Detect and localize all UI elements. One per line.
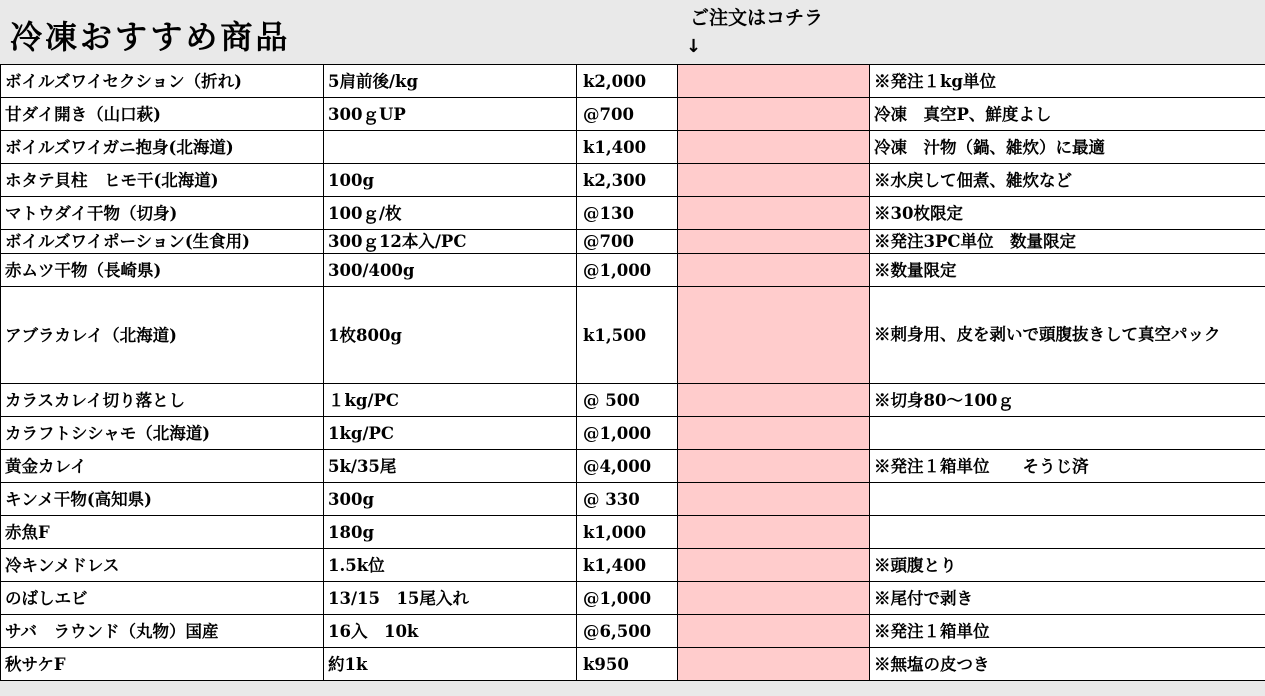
product-price: k2,300	[577, 164, 678, 197]
product-spec: 300ｇ12本入/PC	[324, 230, 577, 254]
product-note	[870, 516, 1265, 549]
order-quantity-input[interactable]	[678, 262, 869, 280]
product-note: ※発注3PC単位 数量限定	[870, 230, 1265, 254]
product-note: ※発注１箱単位	[870, 615, 1265, 648]
order-cell[interactable]	[678, 197, 870, 230]
product-note	[870, 417, 1265, 450]
table-row	[1, 131, 1265, 164]
order-cell[interactable]	[678, 254, 870, 287]
product-price: @700	[577, 98, 678, 131]
product-note: ※刺身用、皮を剥いで頭腹抜きして真空パック	[870, 287, 1265, 384]
table-row	[1, 450, 1265, 483]
product-note: 冷凍 真空P、鮮度よし	[870, 98, 1265, 131]
product-spec	[324, 131, 577, 164]
product-note	[870, 483, 1265, 516]
product-name: カラスカレイ切り落とし	[1, 384, 324, 417]
product-price: k1,500	[577, 287, 678, 384]
product-name: 黄金カレイ	[1, 450, 324, 483]
order-cell[interactable]	[678, 98, 870, 131]
order-quantity-input[interactable]	[678, 172, 869, 190]
table-row	[1, 98, 1265, 131]
product-name: サバ ラウンド（丸物）国産	[1, 615, 324, 648]
order-cell[interactable]	[678, 582, 870, 615]
product-name: ボイルズワイガニ抱身(北海道)	[1, 131, 324, 164]
product-spec: 1.5k位	[324, 549, 577, 582]
order-cell[interactable]	[678, 230, 870, 254]
product-name: 甘ダイ開き（山口萩)	[1, 98, 324, 131]
product-note: 冷凍 汁物（鍋、雑炊）に最適	[870, 131, 1265, 164]
product-name: アブラカレイ（北海道)	[1, 287, 324, 384]
order-cell[interactable]	[678, 483, 870, 516]
product-name: キンメ干物(高知県)	[1, 483, 324, 516]
order-quantity-input[interactable]	[678, 73, 869, 91]
order-cell[interactable]	[678, 164, 870, 197]
product-spec: 5k/35尾	[324, 450, 577, 483]
product-name: 赤魚F	[1, 516, 324, 549]
product-price: @1,000	[577, 254, 678, 287]
product-price: @1,000	[577, 582, 678, 615]
product-price: k1,400	[577, 131, 678, 164]
order-cell[interactable]	[678, 131, 870, 164]
product-spec: 1kg/PC	[324, 417, 577, 450]
product-spec: 300/400g	[324, 254, 577, 287]
table-row	[1, 516, 1265, 549]
table-row	[1, 384, 1265, 417]
product-name: ホタテ貝柱 ヒモ干(北海道)	[1, 164, 324, 197]
product-price: @1,000	[577, 417, 678, 450]
product-table	[0, 64, 1265, 681]
order-column-label: ご注文はコチラ	[690, 7, 824, 29]
order-cell[interactable]	[678, 287, 870, 384]
order-cell[interactable]	[678, 648, 870, 681]
order-cell[interactable]	[678, 384, 870, 417]
table-row	[1, 164, 1265, 197]
order-quantity-input[interactable]	[678, 327, 869, 345]
order-cell[interactable]	[678, 65, 870, 98]
order-quantity-input[interactable]	[678, 425, 869, 443]
product-spec: 16入 10k	[324, 615, 577, 648]
order-quantity-input[interactable]	[678, 491, 869, 509]
order-cell[interactable]	[678, 615, 870, 648]
order-cell[interactable]	[678, 450, 870, 483]
order-quantity-input[interactable]	[678, 458, 869, 476]
table-row	[1, 582, 1265, 615]
table-row	[1, 254, 1265, 287]
product-note: ※数量限定	[870, 254, 1265, 287]
product-spec: 5肩前後/kg	[324, 65, 577, 98]
product-spec: 300g	[324, 483, 577, 516]
product-name: のばしエビ	[1, 582, 324, 615]
table-row	[1, 648, 1265, 681]
product-price: k1,400	[577, 549, 678, 582]
product-name: ボイルズワイセクション（折れ)	[1, 65, 324, 98]
product-note: ※頭腹とり	[870, 549, 1265, 582]
product-price: @ 500	[577, 384, 678, 417]
product-spec: 100g	[324, 164, 577, 197]
order-quantity-input[interactable]	[678, 656, 869, 674]
down-arrow-icon: ↓	[686, 36, 702, 57]
order-quantity-input[interactable]	[678, 106, 869, 124]
product-price: k950	[577, 648, 678, 681]
order-quantity-input[interactable]	[678, 233, 869, 251]
order-quantity-input[interactable]	[678, 139, 869, 157]
product-note: ※水戻して佃煮、雑炊など	[870, 164, 1265, 197]
order-cell[interactable]	[678, 549, 870, 582]
product-name: ボイルズワイポーション(生食用)	[1, 230, 324, 254]
order-quantity-input[interactable]	[678, 524, 869, 542]
order-cell[interactable]	[678, 417, 870, 450]
order-cell[interactable]	[678, 516, 870, 549]
product-note: ※尾付で剥き	[870, 582, 1265, 615]
product-spec: １kg/PC	[324, 384, 577, 417]
product-spec: 約1k	[324, 648, 577, 681]
product-spec: 1枚800g	[324, 287, 577, 384]
product-name: カラフトシシャモ（北海道)	[1, 417, 324, 450]
product-name: 冷キンメドレス	[1, 549, 324, 582]
order-quantity-input[interactable]	[678, 590, 869, 608]
product-spec: 100ｇ/枚	[324, 197, 577, 230]
product-price: k1,000	[577, 516, 678, 549]
product-price: @6,500	[577, 615, 678, 648]
product-spec: 300ｇUP	[324, 98, 577, 131]
table-row	[1, 197, 1265, 230]
product-price: @700	[577, 230, 678, 254]
product-name: マトウダイ干物（切身)	[1, 197, 324, 230]
table-row	[1, 287, 1265, 384]
product-note: ※切身80〜100ｇ	[870, 384, 1265, 417]
product-spec: 180g	[324, 516, 577, 549]
product-note: ※無塩の皮つき	[870, 648, 1265, 681]
product-spec: 13/15 15尾入れ	[324, 582, 577, 615]
order-quantity-input[interactable]	[678, 557, 869, 575]
order-quantity-input[interactable]	[678, 392, 869, 410]
table-row	[1, 65, 1265, 98]
product-price: @ 330	[577, 483, 678, 516]
table-row	[1, 549, 1265, 582]
table-row	[1, 230, 1265, 254]
product-price: k2,000	[577, 65, 678, 98]
order-quantity-input[interactable]	[678, 623, 869, 641]
page-title: 冷凍おすすめ商品	[10, 18, 291, 56]
product-price: @4,000	[577, 450, 678, 483]
table-row	[1, 417, 1265, 450]
product-note: ※発注１箱単位 そうじ済	[870, 450, 1265, 483]
table-row	[1, 483, 1265, 516]
product-name: 赤ムツ干物（長崎県)	[1, 254, 324, 287]
table-row	[1, 615, 1265, 648]
product-note: ※30枚限定	[870, 197, 1265, 230]
order-quantity-input[interactable]	[678, 205, 869, 223]
product-price: @130	[577, 197, 678, 230]
product-name: 秋サケF	[1, 648, 324, 681]
product-note: ※発注１kg単位	[870, 65, 1265, 98]
